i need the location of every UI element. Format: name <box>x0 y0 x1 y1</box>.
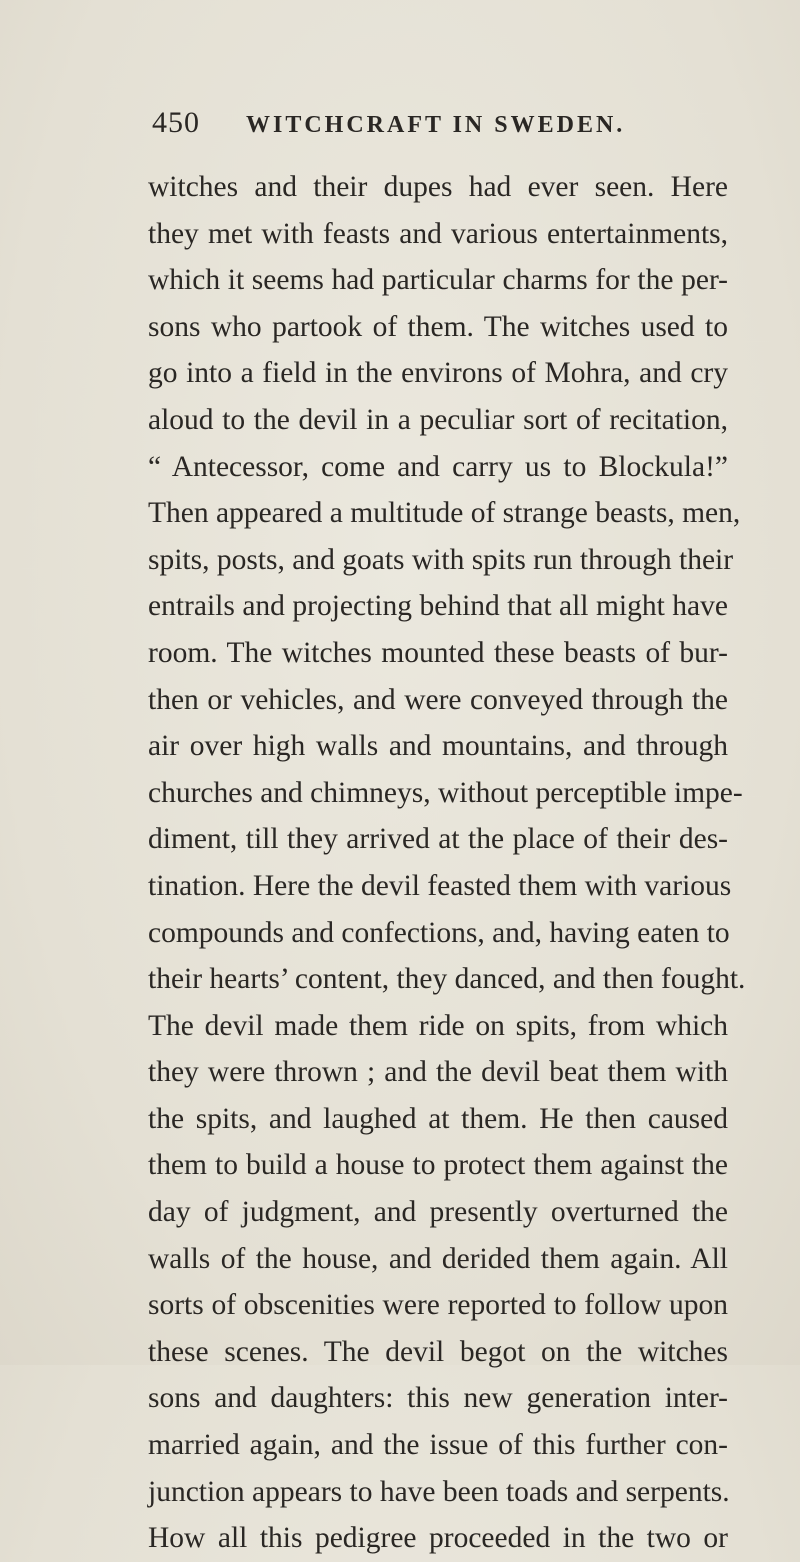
text-line: air over high walls and mountains, and through <box>148 730 728 763</box>
body-text <box>148 164 746 1562</box>
text-line: their hearts’ content, they danced, and then fought. <box>148 963 746 996</box>
text-line: then or vehicles, and were conveyed through the <box>148 683 728 716</box>
text-line: aloud to the devil in a peculiar sort of recitation, <box>148 403 728 436</box>
running-head <box>152 100 752 150</box>
text-line: entrails and projecting behind that all might have <box>148 590 728 623</box>
text-line: junction appears to have been toads and serpents. <box>148 1475 730 1508</box>
text-line: Then appeared a multitude of strange beasts, men, <box>148 497 741 530</box>
text-line: sons and daughters: this new generation inter- <box>148 1382 728 1415</box>
text-line: go into a field in the environs of Mohra, and cry <box>148 357 728 390</box>
text-line: churches and chimneys, without perceptible impe- <box>148 776 743 809</box>
text-line: them to build a house to protect them against the <box>148 1149 728 1182</box>
text-line: The devil made them ride on spits, from which <box>148 1009 728 1042</box>
text-line: sons who partook of them. The witches used to <box>148 310 728 343</box>
text-line: How all this pedigree proceeded in the two or <box>148 1522 728 1555</box>
text-line: they met with feasts and various entertainments, <box>148 217 728 250</box>
text-line: these scenes. The devil begot on the witches <box>148 1335 728 1368</box>
text-line: diment, till they arrived at the place of their des- <box>148 823 728 856</box>
text-line: day of judgment, and presently overturned the <box>148 1196 728 1229</box>
text-line: sorts of obscenities were reported to follow upon <box>148 1289 728 1322</box>
page-number: 450 <box>152 106 200 139</box>
text-line: compounds and confections, and, having eaten to <box>148 916 730 949</box>
text-line: which it seems had particular charms for the per- <box>148 264 728 297</box>
text-line: married again, and the issue of this further con- <box>148 1429 728 1462</box>
text-line: room. The witches mounted these beasts of bur- <box>148 636 728 669</box>
text-line: tination. Here the devil feasted them with various <box>148 869 732 902</box>
text-line: walls of the house, and derided them again. All <box>148 1242 728 1275</box>
text-line: spits, posts, and goats with spits run through their <box>148 543 734 576</box>
running-title: WITCHCRAFT IN SWEDEN. <box>246 112 626 138</box>
text-line: witches and their dupes had ever seen. Here <box>148 171 728 203</box>
text-line: the spits, and laughed at them. He then caused <box>148 1102 728 1135</box>
text-line: they were thrown ; and the devil beat them with <box>148 1056 728 1089</box>
text-line: “ Antecessor, come and carry us to Blockula!” <box>148 450 728 483</box>
